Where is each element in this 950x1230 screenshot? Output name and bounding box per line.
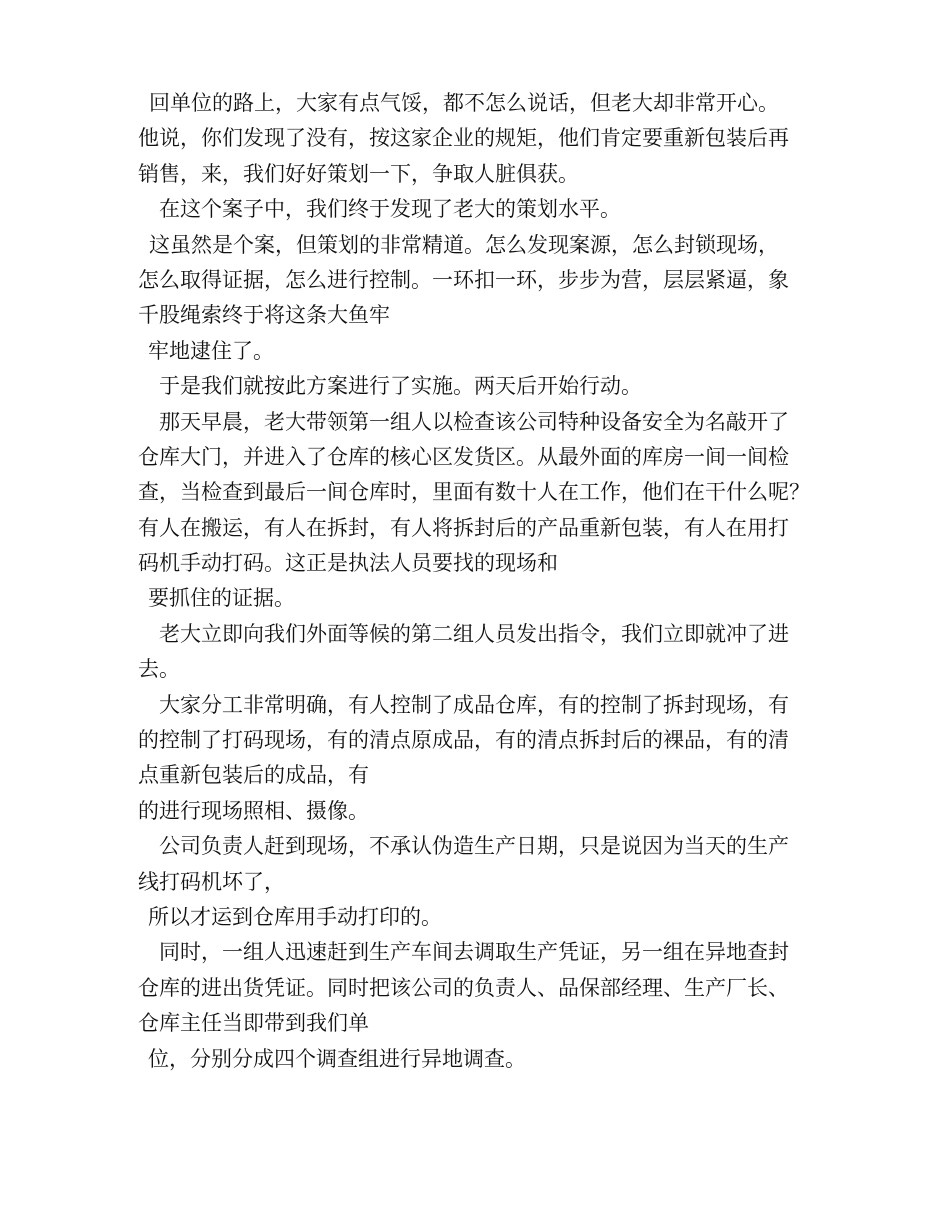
text-line: 同时，一组人迅速赶到生产车间去调取生产凭证，另一组在异地查封: [159, 940, 789, 965]
text-line: 去。: [138, 657, 180, 682]
text-line: 怎么取得证据，怎么进行控制。一环扣一环，步步为营，层层紧逼，象: [138, 267, 789, 292]
text-line: 查，当检查到最后一间仓库时，里面有数十人在工作，他们在干什么呢？: [138, 480, 810, 505]
text-line: 大家分工非常明确，有人控制了成品仓库，有的控制了拆封现场，有: [159, 692, 789, 717]
text-line: 仓库主任当即带到我们单: [138, 1011, 369, 1036]
document-body: [138, 86, 818, 1077]
text-line: 在这个案子中，我们终于发现了老大的策划水平。: [159, 197, 621, 222]
text-line: 公司负责人赶到现场，不承认伪造生产日期，只是说因为当天的生产: [159, 834, 789, 859]
text-line: 销售，来，我们好好策划一下，争取人脏俱获。: [138, 161, 579, 186]
text-line: 位，分别分成四个调查组进行异地调查。: [148, 1046, 526, 1071]
text-line: 线打码机坏了，: [138, 869, 285, 894]
text-line: 回单位的路上，大家有点气馁，都不怎么说话，但老大却非常开心。: [149, 91, 779, 115]
text-line: 千股绳索终于将这条大鱼牢: [138, 303, 390, 328]
text-line: 所以才运到仓库用手动打印的。: [148, 904, 442, 929]
text-line: 点重新包装后的成品，有: [138, 763, 369, 788]
text-line: 码机手动打码。这正是执法人员要找的现场和: [138, 551, 558, 576]
text-line: 牢地逮住了。: [148, 338, 274, 363]
text-line: 老大立即向我们外面等候的第二组人员发出指令，我们立即就冲了进: [159, 621, 789, 646]
text-line: 那天早晨，老大带领第一组人以检查该公司特种设备安全为名敲开了: [159, 409, 789, 434]
text-line: 的控制了打码现场，有的清点原成品，有的清点拆封后的裸品，有的清: [138, 728, 789, 753]
text-line: 要抓住的证据。: [148, 586, 295, 611]
text-line: 的进行现场照相、摄像。: [138, 798, 369, 823]
text-line: 仓库的进出货凭证。同时把该公司的负责人、品保部经理、生产厂长、: [138, 975, 789, 1000]
text-line: 于是我们就按此方案进行了实施。两天后开始行动。: [159, 374, 642, 399]
text-line: 仓库大门，并进入了仓库的核心区发货区。从最外面的库房一间一间检: [138, 444, 789, 469]
text-line: 这虽然是个案，但策划的非常精道。怎么发现案源，怎么封锁现场，: [149, 232, 779, 257]
text-line: 有人在搬运，有人在拆封，有人将拆封后的产品重新包装，有人在用打: [138, 515, 789, 540]
text-line: 他说，你们发现了没有，按这家企业的规矩，他们肯定要重新包装后再: [138, 126, 789, 151]
